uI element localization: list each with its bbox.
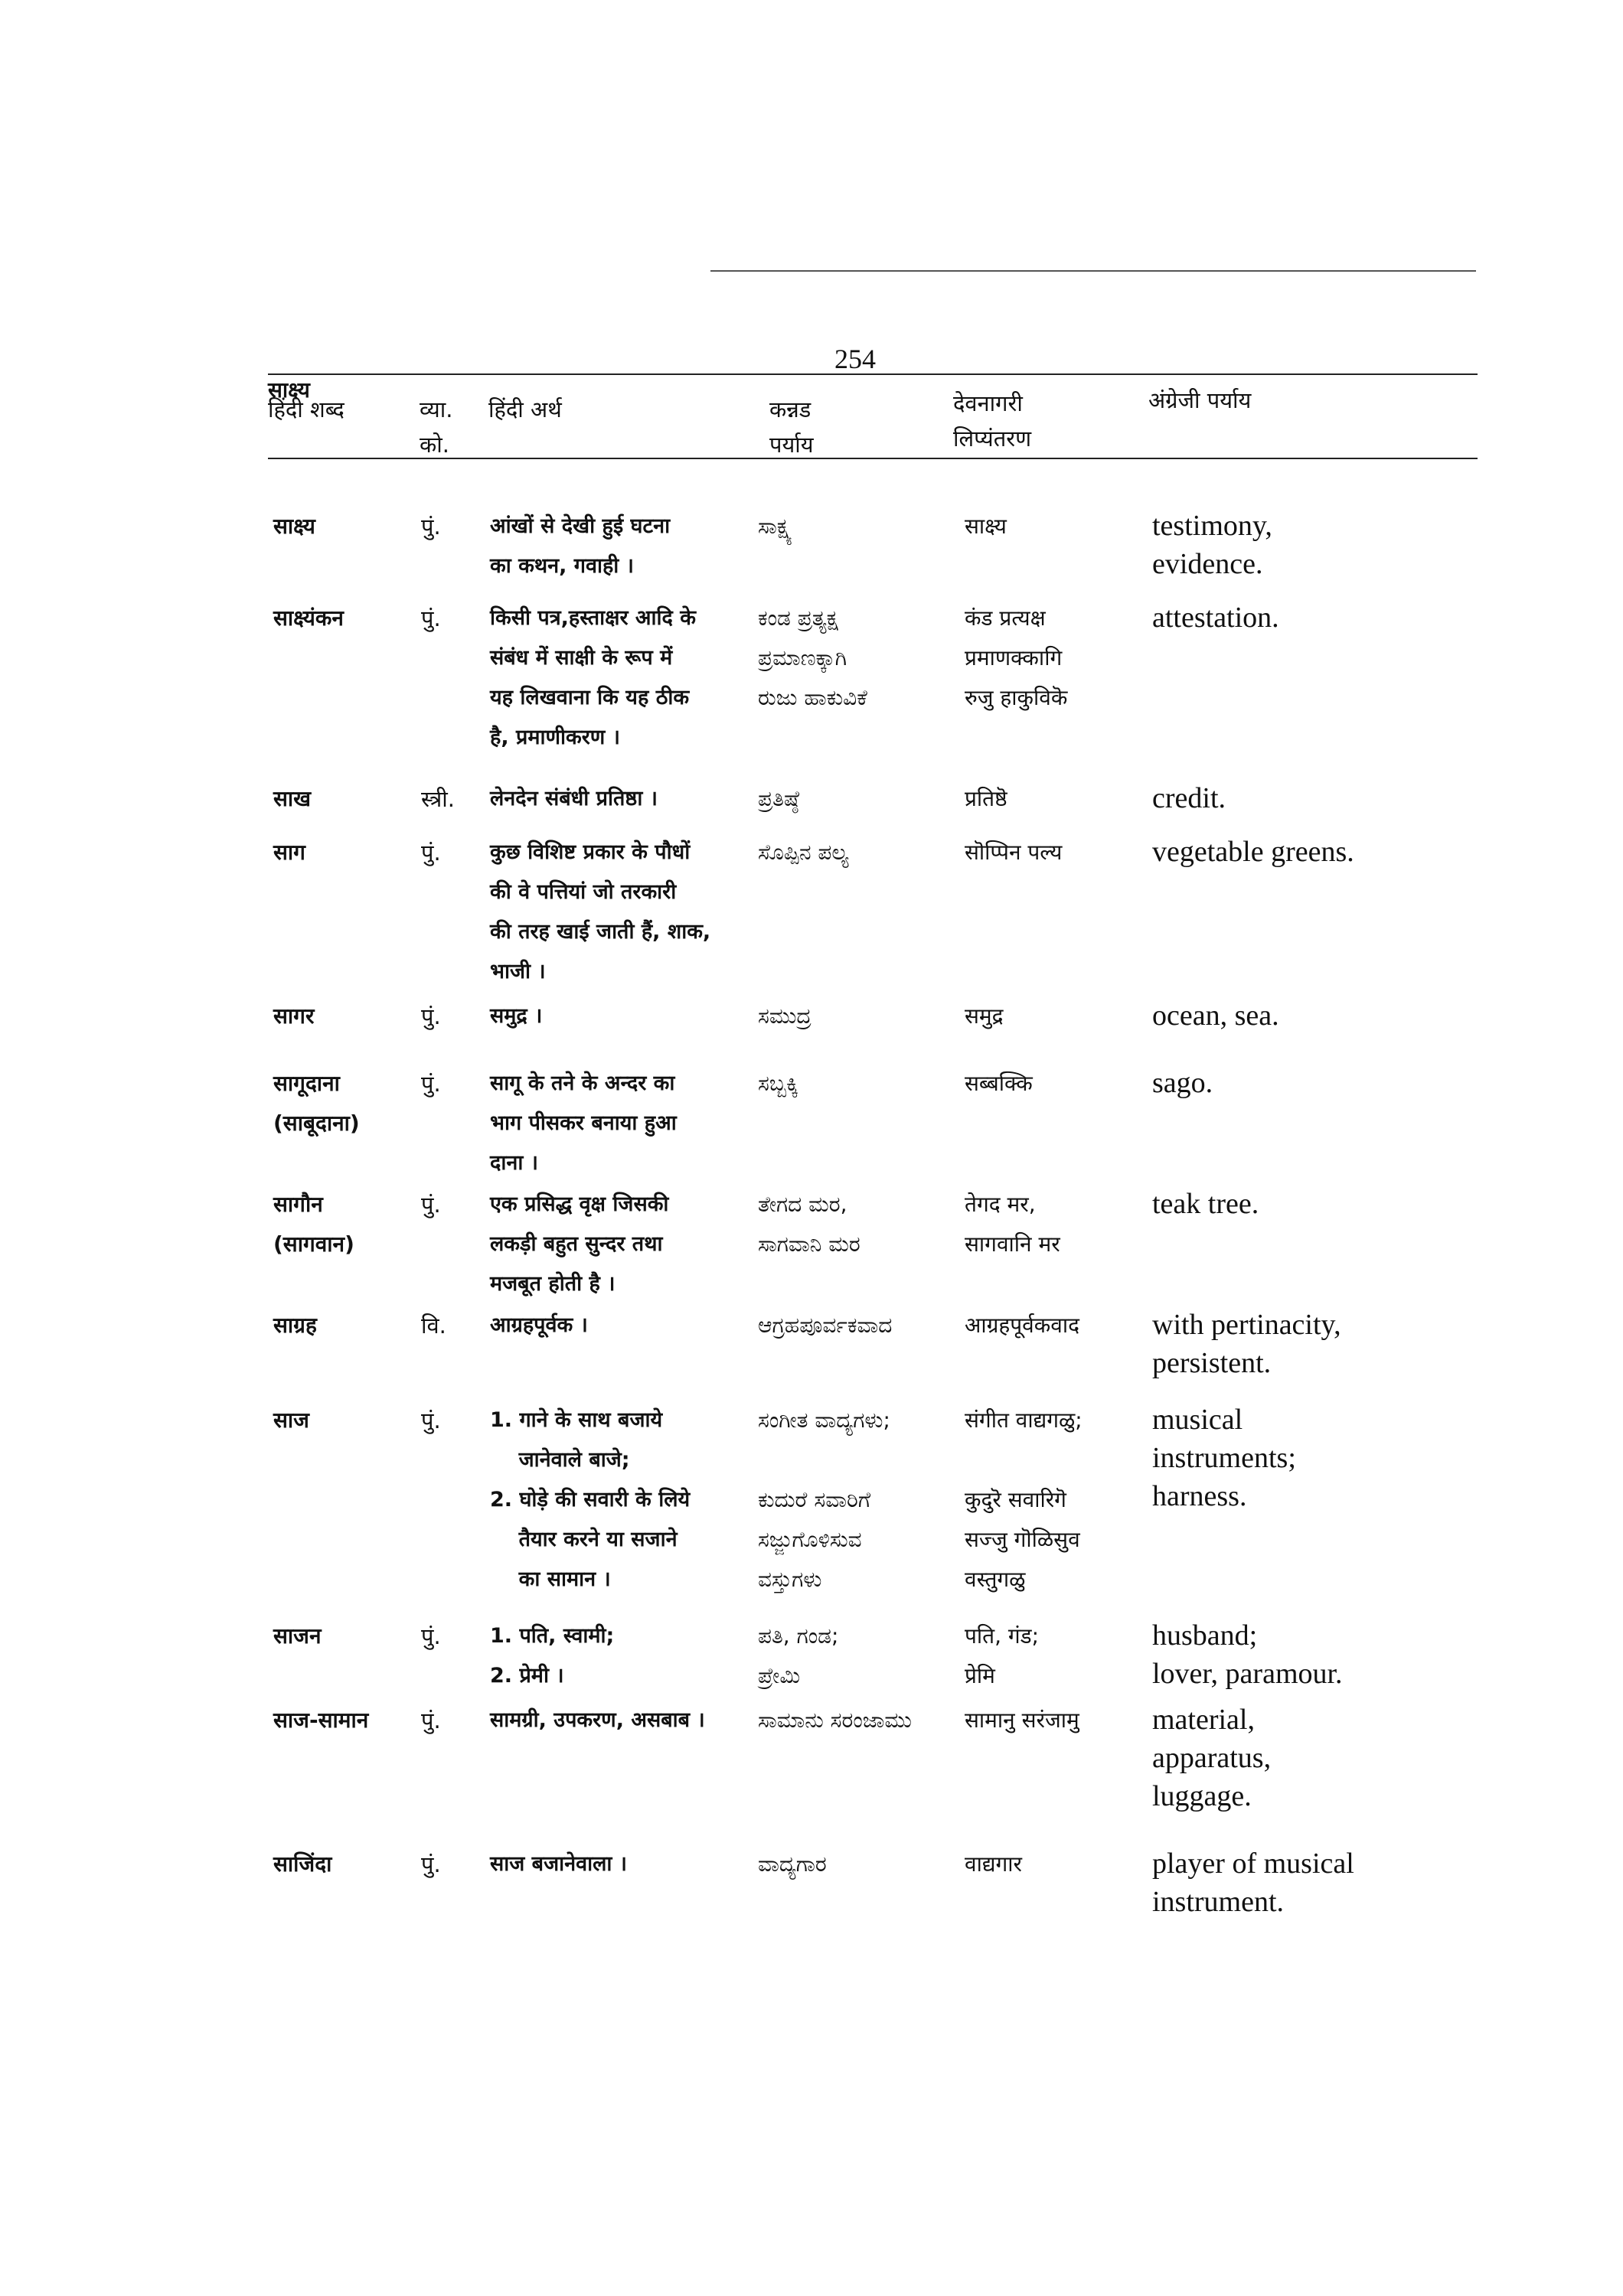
- entry-headword-line: सागूदाना: [273, 1071, 340, 1096]
- entry-grammar-line: पुं.: [421, 1003, 441, 1029]
- entry-english: [1152, 507, 1474, 583]
- entry-devanagari: [965, 598, 1148, 718]
- header-top-rule: [268, 373, 1478, 375]
- entry-hindi-meaning: [490, 1616, 750, 1696]
- entry-english: [1152, 598, 1474, 637]
- entry-devanagari-line: प्रेमि: [965, 1663, 995, 1688]
- entry-grammar: [421, 779, 482, 819]
- entry-kannada-line: [758, 1440, 957, 1480]
- entry-devanagari-line: रुजु हाकुविकॆ: [965, 685, 1068, 710]
- entry-hindi-meaning-line: सागू के तने के अन्दर का: [490, 1071, 675, 1095]
- entry-hindi-meaning-line: कुछ विशिष्ट प्रकार के पौधों: [490, 840, 691, 864]
- entry-kannada: [758, 507, 957, 546]
- entry-devanagari: [965, 1701, 1148, 1740]
- entry-headword-line: साग्रह: [273, 1313, 317, 1338]
- entry-hindi-meaning-line: सामग्री, उपकरण, असबाब ।: [490, 1708, 705, 1732]
- entry-english-line: evidence.: [1152, 548, 1263, 580]
- entry-english: [1152, 779, 1474, 817]
- entry-headword: [273, 779, 419, 819]
- entry-headword: [273, 996, 419, 1036]
- entry-kannada-line: ಸಂಗೀತ ವಾದ್ಯಗಳು;: [758, 1407, 890, 1433]
- entry-hindi-meaning-line: 1. गाने के साथ बजाये: [490, 1408, 663, 1432]
- entry-kannada-line: ಸಾಮಾನು ಸರಂಜಾಮು: [758, 1707, 912, 1733]
- entry-devanagari-line: सॊप्पिन पल्य: [965, 840, 1063, 865]
- entry-english: [1152, 1616, 1474, 1693]
- entry-english: [1152, 1064, 1474, 1102]
- entry-kannada-line: ತೇಗದ ಮರ,: [758, 1192, 847, 1217]
- entry-hindi-meaning-line: 1. पति, स्वामी;: [490, 1624, 615, 1648]
- entry-devanagari: [965, 996, 1148, 1036]
- entry-hindi-meaning-line: भाग पीसकर बनाया हुआ: [490, 1111, 677, 1135]
- entry-kannada: [758, 598, 957, 718]
- entry-headword-line: साजिंदा: [273, 1851, 332, 1877]
- entry-kannada: [758, 996, 957, 1036]
- entry-grammar-line: स्त्री.: [421, 786, 456, 812]
- entry-english-line: attestation.: [1152, 602, 1279, 634]
- entry-headword: [273, 1064, 419, 1143]
- entry-hindi-meaning-line: का सामान ।: [490, 1567, 611, 1591]
- entry-headword-line: सागौन: [273, 1192, 323, 1217]
- entry-devanagari: [965, 1844, 1148, 1884]
- entry-hindi-meaning: [490, 1185, 750, 1304]
- entry-kannada: [758, 1064, 957, 1104]
- entry-devanagari: [965, 1306, 1148, 1345]
- entry-grammar: [421, 1616, 482, 1656]
- entry-hindi-meaning-line: भाजी ।: [490, 960, 546, 983]
- entry-hindi-meaning-line: यह लिखवाना कि यह ठीक: [490, 686, 690, 709]
- entry-kannada: [758, 1306, 957, 1345]
- entry-hindi-meaning-line: 2. घोड़े की सवारी के लिये: [490, 1488, 691, 1512]
- entry-devanagari: [965, 1616, 1148, 1696]
- entry-english-line: with pertinacity,: [1152, 1309, 1341, 1341]
- entry-hindi-meaning-line: एक प्रसिद्ध वृक्ष जिसकी: [490, 1192, 669, 1216]
- entry-hindi-meaning: [490, 1701, 750, 1740]
- header-bottom-rule: [268, 458, 1478, 459]
- entry-grammar-line: पुं.: [421, 1407, 441, 1433]
- entry-kannada-line: ಸಾಗವಾನಿ ಮರ: [758, 1231, 860, 1257]
- entry-hindi-meaning-line: की वे पत्तियां जो तरकारी: [490, 880, 677, 904]
- header-hindi-meaning: हिंदी अर्थ: [488, 396, 562, 422]
- entry-hindi-meaning: [490, 1401, 750, 1600]
- top-decorative-rule: [710, 270, 1476, 272]
- header-hindi-word: हिंदी शब्द: [268, 396, 345, 422]
- entry-english-line: credit.: [1152, 782, 1226, 814]
- entry-headword-line: साजन: [273, 1623, 322, 1649]
- entry-headword-line: साख: [273, 786, 312, 811]
- entry-devanagari-line: साक्ष्य: [965, 514, 1007, 539]
- entry-english-line: instrument.: [1152, 1886, 1285, 1918]
- entry-english-line: husband;: [1152, 1619, 1258, 1652]
- page-number: 254: [834, 344, 876, 374]
- entry-kannada-line: ಪತಿ, ಗಂಡ;: [758, 1623, 839, 1649]
- entry-devanagari-line: कुदुरॆ सवारिगॆ: [965, 1487, 1066, 1512]
- entry-english: [1152, 1185, 1474, 1223]
- entry-grammar-line: पुं.: [421, 1071, 441, 1097]
- entry-kannada-line: ಪ್ರಮಾಣಕ್ಕಾಗಿ: [758, 645, 847, 670]
- entry-devanagari: [965, 1064, 1148, 1104]
- entry-devanagari: [965, 1185, 1148, 1264]
- entry-hindi-meaning: [490, 507, 750, 586]
- entry-grammar-line: पुं.: [421, 605, 441, 631]
- entry-english: [1152, 833, 1474, 871]
- entry-devanagari-line: सब्बक्कि: [965, 1071, 1033, 1096]
- entry-headword-line: साक्ष्य: [273, 514, 315, 539]
- entry-kannada: [758, 779, 957, 819]
- entry-hindi-meaning: [490, 1064, 750, 1183]
- entry-kannada-line: ಸೊಪ್ಪಿನ ಪಲ್ಯ: [758, 840, 849, 865]
- entry-devanagari-line: वाद्यगार: [965, 1851, 1022, 1877]
- entry-kannada-line: ಸಜ್ಜುಗೊಳಿಸುವ: [758, 1527, 862, 1552]
- entry-hindi-meaning: [490, 833, 750, 992]
- entry-devanagari: [965, 507, 1148, 546]
- entry-devanagari-line: प्रमाणक्कागि: [965, 645, 1063, 670]
- entry-kannada: [758, 833, 957, 872]
- entry-kannada: [758, 1701, 957, 1740]
- entry-kannada: [758, 1401, 957, 1600]
- entry-grammar-line: पुं.: [421, 1707, 441, 1733]
- entry-kannada: [758, 1616, 957, 1696]
- entry-hindi-meaning-line: संबंध में साक्षी के रूप में: [490, 646, 673, 670]
- entry-headword-line: साक्ष्यंकन: [273, 605, 344, 631]
- entry-headword-line: (सागवान): [273, 1231, 354, 1257]
- entry-kannada-line: ರುಜು ಹಾಕುವಿಕೆ: [758, 685, 867, 710]
- entry-devanagari-line: [965, 1440, 1148, 1480]
- entry-grammar-line: पुं.: [421, 1192, 441, 1218]
- entry-english-line: instruments;: [1152, 1442, 1296, 1474]
- entry-english-line: apparatus,: [1152, 1742, 1272, 1774]
- entry-hindi-meaning-line: लकड़ी बहुत सुन्दर तथा: [490, 1232, 663, 1256]
- entry-headword: [273, 1401, 419, 1440]
- entry-kannada-line: ವಾದ್ಯಗಾರ: [758, 1851, 827, 1877]
- entry-hindi-meaning-line: 2. प्रेमी ।: [490, 1664, 564, 1688]
- entry-english-line: player of musical: [1152, 1848, 1354, 1880]
- entry-grammar: [421, 598, 482, 638]
- entry-grammar-line: पुं.: [421, 840, 441, 866]
- entry-english-line: luggage.: [1152, 1780, 1252, 1812]
- entry-grammar: [421, 507, 482, 546]
- entry-hindi-meaning: [490, 1844, 750, 1884]
- entry-hindi-meaning-line: आग्रहपूर्वक ।: [490, 1313, 588, 1337]
- entry-devanagari-line: सागवानि मर: [965, 1231, 1060, 1257]
- entry-grammar: [421, 833, 482, 872]
- entry-headword-line: साज: [273, 1407, 309, 1433]
- entry-kannada-line: ವಸ್ತುಗಳು: [758, 1567, 822, 1592]
- entry-devanagari-line: तेगद मर,: [965, 1192, 1036, 1217]
- entry-kannada-line: ಕುದುರೆ ಸವಾರಿಗೆ: [758, 1487, 871, 1512]
- entry-headword-line: साज-सामान: [273, 1707, 369, 1733]
- entry-hindi-meaning: [490, 996, 750, 1036]
- entry-headword-line: (साबूदाना): [273, 1110, 360, 1136]
- entry-english: [1152, 1844, 1474, 1921]
- header-grammar: व्या. को.: [420, 396, 453, 458]
- entry-hindi-meaning-line: जानेवाले बाजे;: [490, 1448, 630, 1472]
- entry-headword: [273, 598, 419, 638]
- entry-grammar: [421, 996, 482, 1036]
- entry-english: [1152, 1306, 1474, 1382]
- entry-english-line: sago.: [1152, 1067, 1213, 1099]
- entry-devanagari: [965, 833, 1148, 872]
- entry-headword: [273, 1701, 419, 1740]
- entry-grammar: [421, 1401, 482, 1440]
- header-devanagari: देवनागरी लिप्यंतरण: [953, 390, 1032, 452]
- entry-grammar-line: पुं.: [421, 514, 441, 540]
- entry-hindi-meaning: [490, 779, 750, 819]
- entry-kannada: [758, 1185, 957, 1264]
- entry-headword: [273, 1185, 419, 1264]
- entry-hindi-meaning: [490, 1306, 750, 1345]
- entry-grammar: [421, 1844, 482, 1884]
- entry-english: [1152, 1701, 1474, 1815]
- entry-headword-line: सागर: [273, 1003, 315, 1029]
- entry-english-line: material,: [1152, 1704, 1255, 1736]
- entry-hindi-meaning-line: लेनदेन संबंधी प्रतिष्ठा ।: [490, 787, 658, 810]
- entry-hindi-meaning-line: साज बजानेवाला ।: [490, 1852, 628, 1876]
- entry-devanagari-line: सामानु सरंजामु: [965, 1707, 1079, 1733]
- entry-headword: [273, 1616, 419, 1656]
- entry-devanagari: [965, 779, 1148, 819]
- entry-kannada-line: ಪ್ರೇಮಿ: [758, 1663, 801, 1688]
- entry-headword: [273, 1306, 419, 1345]
- entry-hindi-meaning-line: की तरह खाई जाती हैं, शाक,: [490, 920, 711, 944]
- entry-english: [1152, 1401, 1474, 1515]
- entry-kannada-line: ಸಬ್ಬಕ್ಕಿ: [758, 1071, 798, 1096]
- entry-kannada-line: ಸಮುದ್ರ: [758, 1003, 812, 1029]
- entry-devanagari-line: आग्रहपूर्वकवाद: [965, 1313, 1079, 1338]
- entry-hindi-meaning-line: तैयार करने या सजाने: [490, 1528, 678, 1551]
- entry-english-line: lover, paramour.: [1152, 1658, 1343, 1690]
- entry-devanagari-line: कंड प्रत्यक्ष: [965, 605, 1046, 631]
- entry-devanagari-line: सज्जु गॊळिसुव: [965, 1527, 1080, 1552]
- entry-grammar: [421, 1701, 482, 1740]
- entry-grammar-line: पुं.: [421, 1623, 441, 1649]
- entry-kannada-line: ಸಾಕ್ಷ್ಯ: [758, 514, 792, 539]
- entry-english: [1152, 996, 1474, 1035]
- entry-headword: [273, 507, 419, 546]
- entry-grammar: [421, 1306, 482, 1345]
- entry-devanagari-line: संगीत वाद्यगळु;: [965, 1407, 1083, 1433]
- entry-hindi-meaning-line: समुद्र ।: [490, 1004, 543, 1028]
- entry-hindi-meaning: [490, 598, 750, 758]
- entry-grammar-line: वि.: [421, 1313, 446, 1339]
- entry-kannada: [758, 1844, 957, 1884]
- header-english: अंग्रेजी पर्याय: [1148, 387, 1252, 413]
- entry-grammar-line: पुं.: [421, 1851, 441, 1877]
- entry-devanagari-line: वस्तुगळु: [965, 1567, 1026, 1592]
- entry-headword: [273, 1844, 419, 1884]
- entry-headword: [273, 833, 419, 872]
- entry-hindi-meaning-line: दाना ।: [490, 1151, 538, 1175]
- entry-devanagari-line: समुद्र: [965, 1003, 1004, 1029]
- entry-grammar: [421, 1064, 482, 1104]
- entry-hindi-meaning-line: मजबूत होती है ।: [490, 1272, 616, 1296]
- entry-english-line: musical: [1152, 1404, 1243, 1436]
- running-head: साक्ष्य: [268, 377, 310, 403]
- entry-hindi-meaning-line: आंखों से देखी हुई घटना: [490, 514, 671, 538]
- entry-hindi-meaning-line: किसी पत्र,हस्ताक्षर आदि के: [490, 606, 696, 630]
- entry-kannada-line: ಪ್ರತಿಷ್ಠೆ: [758, 786, 800, 811]
- entry-english-line: persistent.: [1152, 1347, 1272, 1379]
- entry-kannada-line: ಕಂಡ ಪ್ರತ್ಯಕ್ಷ: [758, 605, 838, 631]
- entry-english-line: ocean, sea.: [1152, 1000, 1279, 1032]
- entry-devanagari-line: पति, गंड;: [965, 1623, 1040, 1649]
- header-kannada: कन्नड पर्याय: [769, 396, 814, 458]
- entry-devanagari-line: प्रतिष्ठॆ: [965, 786, 1007, 811]
- entry-kannada-line: ಆಗ್ರಹಪೂರ್ವಕವಾದ: [758, 1313, 893, 1338]
- entry-grammar: [421, 1185, 482, 1225]
- entry-english-line: harness.: [1152, 1480, 1247, 1512]
- entry-headword-line: साग: [273, 840, 305, 865]
- entry-devanagari: [965, 1401, 1148, 1600]
- entry-english-line: testimony,: [1152, 510, 1272, 542]
- entry-hindi-meaning-line: का कथन, गवाही ।: [490, 554, 634, 578]
- entry-hindi-meaning-line: है, प्रमाणीकरण ।: [490, 726, 620, 749]
- entry-english-line: teak tree.: [1152, 1188, 1259, 1220]
- entry-english-line: vegetable greens.: [1152, 836, 1354, 868]
